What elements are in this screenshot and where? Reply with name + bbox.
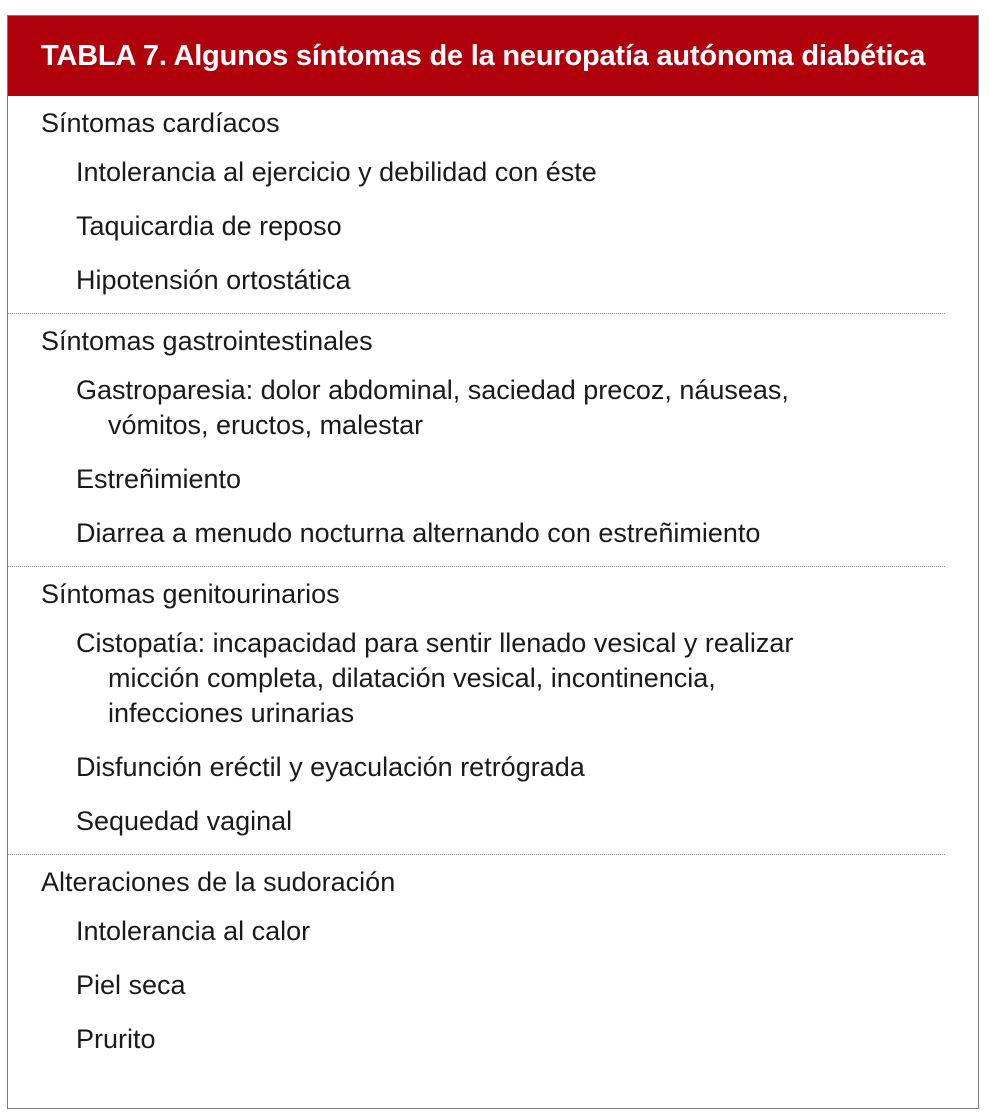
item-text-continuation: vómitos, eructos, malestar [108, 410, 424, 440]
list-item [8, 794, 945, 848]
item-text: Diarrea a menudo nocturna alternando con estreñimiento [76, 518, 761, 548]
list-item [8, 452, 945, 506]
item-text: Intolerancia al calor [76, 916, 311, 946]
section-title: Alteraciones de la sudoración [41, 867, 396, 897]
section-title: Síntomas cardíacos [41, 108, 280, 138]
list-item [8, 1012, 945, 1066]
item-text: Sequedad vaginal [76, 806, 293, 836]
list-item [8, 740, 945, 794]
list-item [8, 904, 945, 958]
symptoms-table [7, 15, 979, 1109]
item-text: Prurito [76, 1024, 156, 1054]
item-text: Piel seca [76, 970, 186, 1000]
list-item [8, 958, 945, 1012]
item-text: Gastroparesia: dolor abdominal, saciedad precoz, náuseas, [76, 375, 789, 405]
list-item [8, 506, 945, 560]
list-item [8, 616, 945, 740]
section-title: Síntomas genitourinarios [41, 579, 340, 609]
item-text-continuation: infecciones urinarias [108, 698, 355, 728]
item-text-continuation: micción completa, dilatación vesical, incontinencia, [108, 663, 716, 693]
section-gastrointestinal [8, 314, 945, 567]
item-text: Taquicardia de reposo [76, 211, 342, 241]
list-item [8, 363, 945, 452]
list-item [8, 199, 945, 253]
item-text: Cistopatía: incapacidad para sentir llenado vesical y realizar [76, 628, 794, 658]
item-text: Intolerancia al ejercicio y debilidad con éste [76, 157, 597, 187]
list-item [8, 145, 945, 199]
section-sweating [8, 855, 945, 1072]
item-text: Estreñimiento [76, 464, 242, 494]
item-text: Disfunción eréctil y eyaculación retrógrada [76, 752, 585, 782]
section-cardiac [8, 96, 945, 314]
section-genitourinary [8, 567, 945, 855]
item-text: Hipotensión ortostática [76, 265, 351, 295]
table-header [8, 16, 978, 96]
table-title: TABLA 7. Algunos síntomas de la neuropatía autónoma diabética [41, 39, 926, 72]
list-item [8, 253, 945, 307]
section-title: Síntomas gastrointestinales [41, 326, 373, 356]
